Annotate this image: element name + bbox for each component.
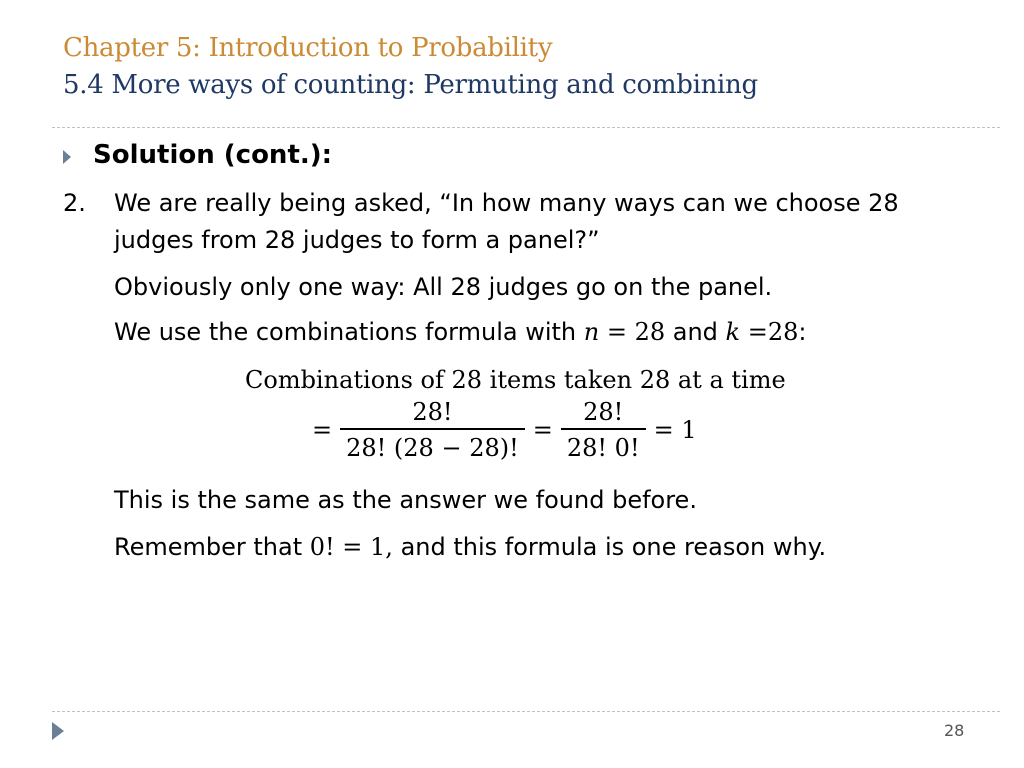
var-k: k bbox=[725, 318, 741, 346]
colon: : bbox=[798, 318, 807, 346]
item-line-2: judges from 28 judges to form a panel?” bbox=[114, 226, 600, 254]
combination-formula bbox=[310, 398, 699, 462]
footer-divider bbox=[52, 711, 1000, 712]
zero-factorial-math: 0! = 1, bbox=[309, 533, 393, 561]
chapter-title: Chapter 5: Introduction to Probability bbox=[63, 33, 553, 63]
solution-heading: Solution (cont.): bbox=[93, 140, 333, 170]
item-line-1: We are really being asked, “In how many ways can we choose 28 bbox=[114, 189, 899, 217]
formula-result: = 1 bbox=[653, 416, 697, 444]
fraction-2-numerator: 28! bbox=[583, 398, 624, 426]
footer-arrow-icon bbox=[52, 722, 64, 740]
fraction-1-numerator: 28! bbox=[412, 398, 453, 426]
paragraph-obviously: Obviously only one way: All 28 judges go on the panel. bbox=[114, 273, 773, 301]
fraction-1-denominator: 28! (28 − 28)! bbox=[340, 428, 525, 462]
page-number: 28 bbox=[944, 721, 965, 740]
bullet-arrow-icon bbox=[63, 150, 71, 164]
section-title: 5.4 More ways of counting: Permuting and combining bbox=[63, 70, 758, 100]
equals-sign-2: = bbox=[532, 416, 553, 444]
n-value: = 28 bbox=[599, 318, 666, 346]
k-value: =28 bbox=[740, 318, 799, 346]
paragraph-remember bbox=[114, 533, 826, 561]
remember-text: Remember that bbox=[114, 533, 310, 561]
equals-sign-1: = bbox=[312, 416, 333, 444]
header-divider bbox=[52, 127, 1000, 128]
paragraph-same-answer: This is the same as the answer we found before. bbox=[114, 486, 697, 514]
remember-suffix: and this formula is one reason why. bbox=[392, 533, 827, 561]
item-number: 2. bbox=[63, 189, 86, 217]
fraction-2-denominator: 28! 0! bbox=[561, 428, 646, 462]
intro-text: We use the combinations formula with bbox=[114, 318, 584, 346]
fraction-1 bbox=[340, 398, 525, 462]
fraction-2 bbox=[561, 398, 646, 462]
var-n: n bbox=[583, 318, 600, 346]
and-text: and bbox=[665, 318, 726, 346]
paragraph-formula-intro bbox=[114, 318, 806, 346]
formula-caption: Combinations of 28 items taken 28 at a time bbox=[245, 366, 786, 394]
